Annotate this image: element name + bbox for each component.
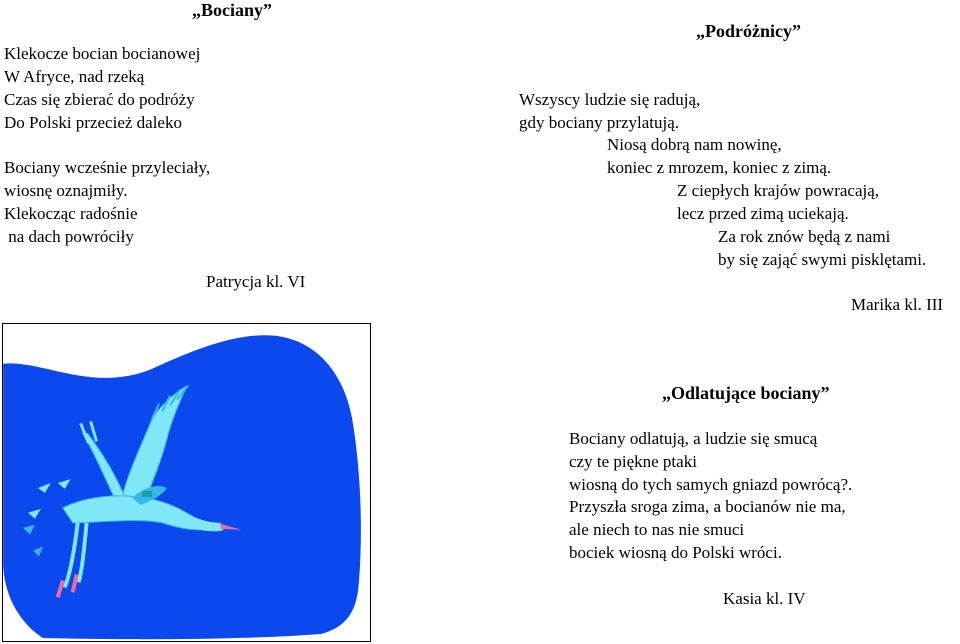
poem-line: W Afryce, nad rzeką: [4, 67, 145, 86]
poem-author: Marika kl. III: [851, 295, 944, 314]
poem-line: Klekocząc radośnie: [4, 204, 138, 223]
poem-line: Za rok znów będą z nami: [718, 227, 891, 246]
poem-line: czy te piękne ptaki: [569, 452, 697, 471]
poem-line: Do Polski przecież daleko: [4, 113, 182, 132]
poem-line: ale niech to nas nie smuci: [569, 520, 745, 539]
poem-title: „Podróżnicy”: [696, 21, 801, 41]
poem-line: Czas się zbierać do podróży: [4, 90, 195, 109]
poem-line: by się zająć swymi pisklętami.: [718, 250, 927, 269]
poem-line: wiosną do tych samych gniazd powrócą?.: [569, 475, 853, 494]
poem-line: gdy bociany przylatują.: [519, 113, 680, 132]
poem-line: lecz przed zimą uciekają.: [677, 204, 849, 223]
poem-line: wiosnę oznajmiły.: [4, 181, 128, 200]
poem-line: Klekocze bocian bocianowej: [4, 44, 201, 63]
poem-title: „Odlatujące bociany”: [662, 383, 830, 403]
poem-line: Z ciepłych krajów powracają,: [677, 181, 880, 200]
poem-author: Kasia kl. IV: [723, 589, 806, 608]
poem-line: Wszyscy ludzie się radują,: [519, 90, 701, 109]
poem-title: „Bociany”: [192, 0, 273, 20]
stork-illustration: [2, 323, 371, 642]
poem-line: Przyszła sroga zima, a bocianów nie ma,: [569, 497, 846, 516]
poem-line: koniec z mrozem, koniec z zimą.: [607, 158, 832, 177]
stork-icon: [3, 324, 370, 641]
poem-line: Bociany odlatują, a ludzie się smucą: [569, 429, 818, 448]
poem-author: Patrycja kl. VI: [206, 272, 306, 291]
poem-line: bociek wiosną do Polski wróci.: [569, 543, 782, 562]
poem-line: Niosą dobrą nam nowinę,: [607, 135, 782, 154]
poem-line: na dach powróciły: [4, 227, 134, 246]
poem-line: Bociany wcześnie przyleciały,: [4, 158, 211, 177]
